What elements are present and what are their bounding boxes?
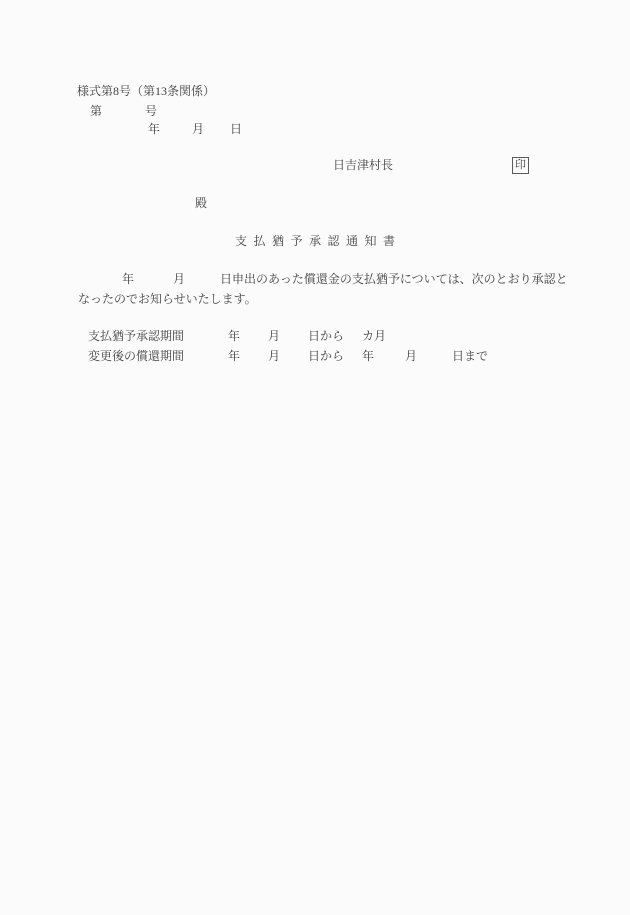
field-repayment-day-to-label: 日まで	[452, 349, 489, 363]
document-title: 支 払 猶 予 承 認 通 知 書	[235, 234, 397, 248]
field-approval-year-label: 年	[228, 329, 241, 343]
issue-date-year-label: 年	[148, 122, 161, 136]
field-approval-month-label: 月	[268, 329, 281, 343]
doc-number-suffix: 号	[145, 104, 158, 118]
issue-date-month-label: 月	[192, 122, 205, 136]
issue-date-day-label: 日	[230, 122, 243, 136]
addresser-title: 日吉津村長	[333, 158, 394, 172]
field-approval-months-label: カ月	[362, 329, 387, 343]
field-label-changed-repayment-period: 変更後の償還期間	[88, 349, 185, 363]
seal-box	[512, 157, 529, 174]
field-label-approval-period: 支払猶予承認期間	[88, 329, 185, 343]
form-number-text: 様式第8号（第13条関係）	[77, 84, 216, 98]
body-line1-year-label: 年	[122, 272, 135, 286]
doc-number-prefix: 第	[90, 104, 103, 118]
body-line2-text: なったのでお知らせいたします。	[78, 292, 257, 306]
field-approval-day-from-label: 日から	[308, 329, 345, 343]
field-repayment-year-from-label: 年	[228, 349, 241, 363]
field-repayment-day-from-label: 日から	[308, 349, 345, 363]
field-repayment-year-to-label: 年	[362, 349, 375, 363]
body-line1-month-label: 月	[173, 272, 186, 286]
addressee-honorific: 殿	[195, 196, 208, 210]
seal-stamp-icon: 印	[515, 159, 526, 171]
field-repayment-month-to-label: 月	[405, 349, 418, 363]
field-repayment-month-from-label: 月	[268, 349, 281, 363]
body-line1-text: 日申出のあった償還金の支払猶予については、次のとおり承認と	[220, 272, 568, 286]
